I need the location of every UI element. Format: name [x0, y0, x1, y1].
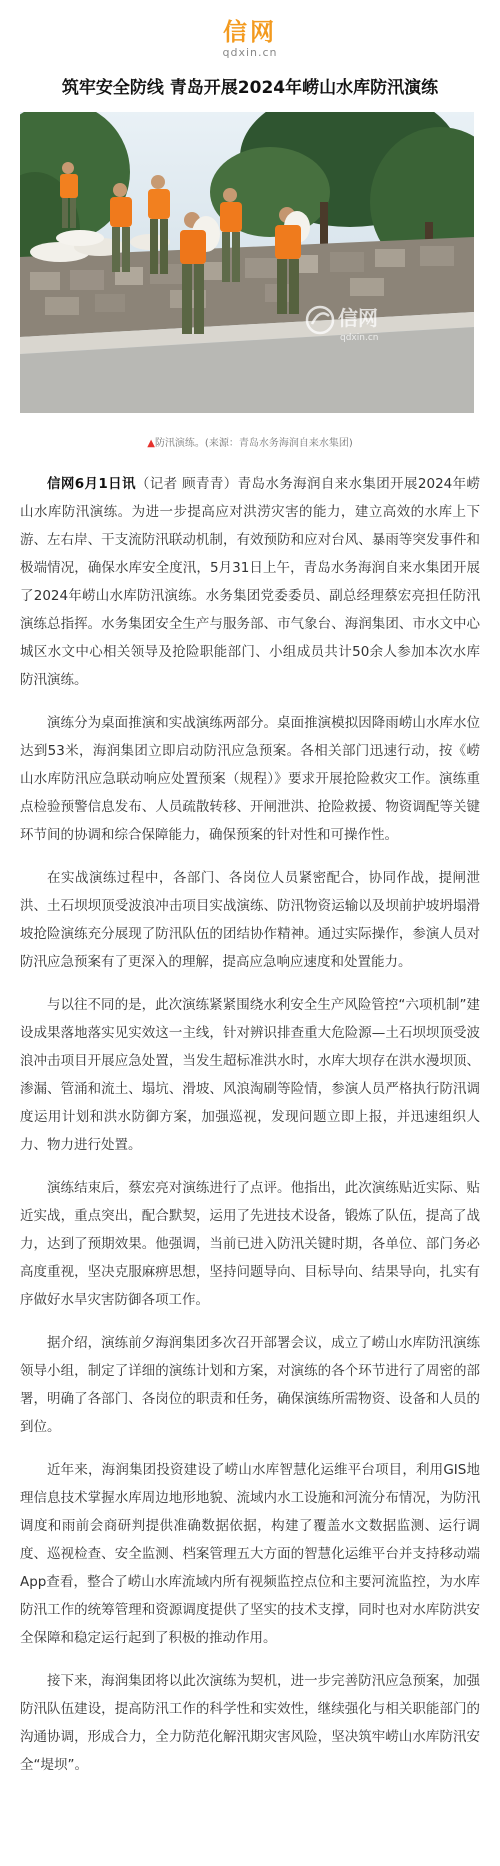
article-body [20, 470, 480, 1794]
paragraph-4: 与以往不同的是，此次演练紧紧围绕水利安全生产风险管控“六项机制”建设成果落地落实见实效这一主线，针对辨识排查重大危险源—土石坝坝顶受波浪冲击项目开展应急处置，当发生超标准洪水时，水库大坝存在洪水漫坝顶、渗漏、管涌和流土、塌坑、滑坡、风浪淘刷等险情，参演人员严格执行防汛调度运用计划和洪水防御方案，加强巡视，发现问题立即上报，并迅速组织人力、物力进行处置。 [20, 997, 480, 1153]
paragraph-2: 演练分为桌面推演和实战演练两部分。桌面推演模拟因降雨崂山水库水位达到53米，海润集团立即启动防汛应急预案。各相关部门迅速行动，按《崂山水库防汛应急联动响应处置预案（规程）》要求开展抢险救灾工作。演练重点检验预警信息发布、人员疏散转移、开闸泄洪、抢险救援、物资调配等关键环节间的协调和综合保障能力，确保预案的针对性和可操作性。 [20, 715, 480, 843]
photo-caption [0, 437, 500, 451]
flood-drill-photo [20, 112, 474, 413]
paragraph-5: 演练结束后，蔡宏亮对演练进行了点评。他指出，此次演练贴近实际、贴近实战，重点突出，配合默契，运用了先进技术设备，锻炼了队伍，提高了战力，达到了预期效果。他强调，当前已进入防汛关键时期，各单位、部门务必高度重视，坚决克服麻痹思想，坚持问题导向、目标导向、结果导向，扎实有序做好水旱灾害防御各项工作。 [20, 1180, 480, 1308]
paragraph-1 [20, 470, 480, 694]
watermark-url: qdxin.cn [340, 333, 379, 343]
dateline: 信网6月1日讯 [47, 476, 136, 492]
paragraph-3: 在实战演练过程中，各部门、各岗位人员紧密配合，协同作战，提闸泄洪、土石坝坝顶受波浪冲击项目实战演练、防汛物资运输以及坝前护坡坍塌滑坡抢险演练充分展现了防汛队伍的团结协作精神。通过实际操作，参演人员对防汛应急预案有了更深入的理解，提高应急响应速度和处置能力。 [20, 870, 480, 970]
paragraph-7: 近年来，海润集团投资建设了崂山水库智慧化运维平台项目，利用GIS地理信息技术掌握水库周边地形地貌、流域内水工设施和河流分布情况，为防汛调度和雨前会商研判提供准确数据依据，构建了覆盖水文数据监测、运行调度、巡视检查、安全监测、档案管理五大方面的智慧化运维平台并支持移动端App查看，整合了崂山水库流域内所有视频监控点位和主要河流监控，为水库防汛工作的统筹管理和资源调度提供了坚实的技术支撑，同时也对水库防洪安全保障和稳定运行起到了积极的推动作用。 [20, 1462, 480, 1646]
paragraph-8: 接下来，海润集团将以此次演练为契机，进一步完善防汛应急预案，加强防汛队伍建设，提高防汛工作的科学性和实效性，继续强化与相关职能部门的沟通协调，形成合力，全力防范化解汛期灾害风险，坚决筑牢崂山水库防汛安全“堤坝”。 [20, 1673, 480, 1773]
article-photo [20, 112, 474, 413]
paragraph-6: 据介绍，演练前夕海润集团多次召开部署会议，成立了崂山水库防汛演练领导小组，制定了详细的演练计划和方案，对演练的各个环节进行了周密的部署，明确了各部门、各岗位的职责和任务，确保演练所需物资、设备和人员的到位。 [20, 1335, 480, 1435]
caption-text: 防汛演练。(来源：青岛水务海润自来水集团) [154, 438, 353, 449]
article-title: 筑牢安全防线 青岛开展2024年崂山水库防汛演练 [61, 78, 439, 98]
watermark-text: 信网 [338, 306, 378, 330]
logo-url: qdxin.cn [222, 46, 278, 59]
site-logo[interactable] [0, 18, 500, 60]
paragraph-1-text: （记者 顾青青）青岛水务海润自来水集团开展2024年崂山水库防汛演练。为进一步提高应对洪涝灾害的能力，建立高效的水库上下游、左右岸、干支流防汛联动机制，有效预防和应对台风、暴雨等突发事件和极端情况，确保水库安全度汛，5月31日上午，青岛水务海润自来水集团开展了2024年崂山水库防汛演练。水务集团党委委员、副总经理蔡宏亮担任防汛演练总指挥。水务集团安全生产与服务部、市气象台、海润集团、市水文中心城区水文中心相关领导及抢险职能部门、小组成员共计50余人参加本次水库防汛演练。 [20, 476, 480, 688]
caption-marker: ▲ [147, 438, 155, 449]
logo-text: 信网 [223, 18, 277, 46]
